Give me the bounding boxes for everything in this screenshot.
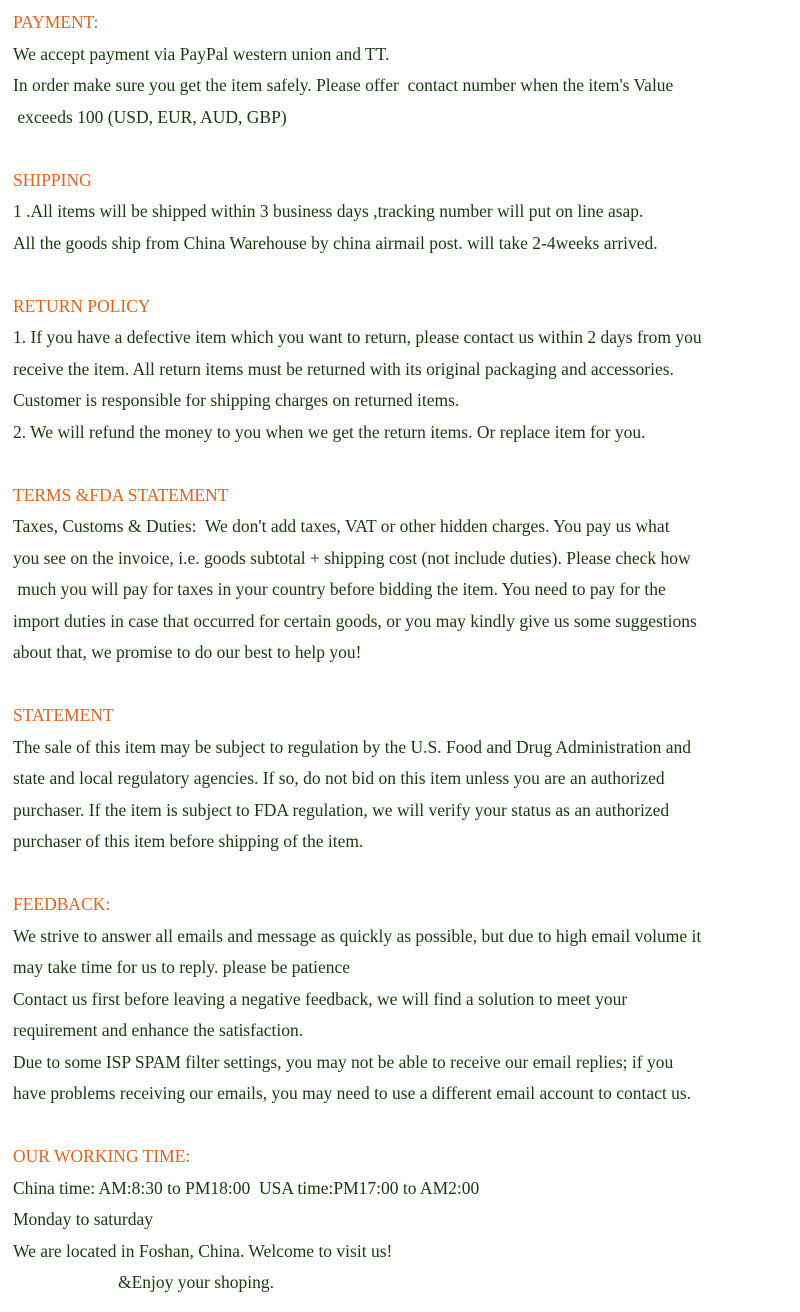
section-line: much you will pay for taxes in your country before bidding the item. You need to pay for the bbox=[13, 579, 666, 599]
section-line: Customer is responsible for shipping charges on returned items. bbox=[13, 390, 460, 410]
section-spacer bbox=[13, 133, 793, 165]
section-line: you see on the invoice, i.e. goods subtotal + shipping cost (not include duties). Please check how bbox=[13, 547, 691, 568]
section-line: requirement and enhance the satisfaction. bbox=[13, 1020, 304, 1040]
section-heading: OUR WORKING TIME: bbox=[13, 1146, 191, 1166]
section-line: 1. If you have a defective item which you want to return, please contact us within 2 days from you bbox=[13, 327, 702, 347]
section-spacer bbox=[13, 1110, 793, 1142]
section-line: 1 .All items will be shipped within 3 business days ,tracking number will put on line asap. bbox=[13, 201, 644, 221]
section-line: We accept payment via PayPal western union and TT. bbox=[13, 43, 390, 64]
section-line: have problems receiving our emails, you may need to use a different email account to contact us. bbox=[13, 1083, 692, 1103]
section-line: import duties in case that occurred for certain goods, or you may kindly give us some suggestions bbox=[13, 610, 697, 631]
section-line: state and local regulatory agencies. If so, do not bid on this item unless you are an authorized bbox=[13, 768, 665, 788]
section-line: Taxes, Customs & Duties: We don't add taxes, VAT or other hidden charges. You pay us what bbox=[13, 516, 670, 536]
section-working-time bbox=[13, 1141, 793, 1299]
section-line: about that, we promise to do our best to help you! bbox=[13, 642, 362, 662]
section-heading: FEEDBACK: bbox=[13, 894, 111, 914]
section-return-policy bbox=[13, 291, 793, 449]
section-heading: RETURN POLICY bbox=[13, 295, 151, 316]
section-line: In order make sure you get the item safely. Please offer contact number when the item's Value bbox=[13, 75, 674, 95]
section-heading: STATEMENT bbox=[13, 705, 114, 725]
section-line: The sale of this item may be subject to regulation by the U.S. Food and Drug Administration and bbox=[13, 736, 692, 757]
section-payment bbox=[13, 7, 793, 133]
section-line: receive the item. All return items must be returned with its original packaging and accessories. bbox=[13, 358, 674, 379]
section-line: China time: AM:8:30 to PM18:00 USA time:PM17:00 to AM2:00 bbox=[13, 1177, 480, 1198]
section-terms-fda bbox=[13, 480, 793, 669]
section-line: 2. We will refund the money to you when we get the return items. Or replace item for you. bbox=[13, 421, 646, 442]
section-line: Contact us first before leaving a negative feedback, we will find a solution to meet your bbox=[13, 988, 628, 1009]
section-statement bbox=[13, 700, 793, 858]
section-line: We strive to answer all emails and message as quickly as possible, but due to high email volume it bbox=[13, 925, 702, 946]
section-line: purchaser of this item before shipping of the item. bbox=[13, 831, 364, 851]
section-line: Monday to saturday bbox=[13, 1209, 153, 1229]
section-spacer bbox=[13, 858, 793, 890]
section-shipping bbox=[13, 165, 793, 260]
section-line: may take time for us to reply. please be patience bbox=[13, 957, 351, 977]
section-heading: SHIPPING bbox=[13, 169, 92, 190]
section-heading: PAYMENT: bbox=[13, 12, 99, 32]
section-feedback bbox=[13, 889, 793, 1110]
section-spacer bbox=[13, 448, 793, 480]
section-line: purchaser. If the item is subject to FDA regulation, we will verify your status as an authorized bbox=[13, 799, 670, 820]
section-line: Due to some ISP SPAM filter settings, you may not be able to receive our email replies; if you bbox=[13, 1051, 674, 1072]
section-spacer bbox=[13, 669, 793, 701]
policy-document bbox=[13, 7, 793, 1299]
section-line: exceeds 100 (USD, EUR, AUD, GBP) bbox=[13, 106, 287, 127]
section-spacer bbox=[13, 259, 793, 291]
section-heading: TERMS &FDA STATEMENT bbox=[13, 484, 229, 505]
closing-line: &Enjoy your shoping. bbox=[13, 1272, 275, 1292]
section-line: All the goods ship from China Warehouse by china airmail post. will take 2-4weeks arrived. bbox=[13, 232, 658, 253]
section-line: We are located in Foshan, China. Welcome to visit us! bbox=[13, 1240, 393, 1261]
